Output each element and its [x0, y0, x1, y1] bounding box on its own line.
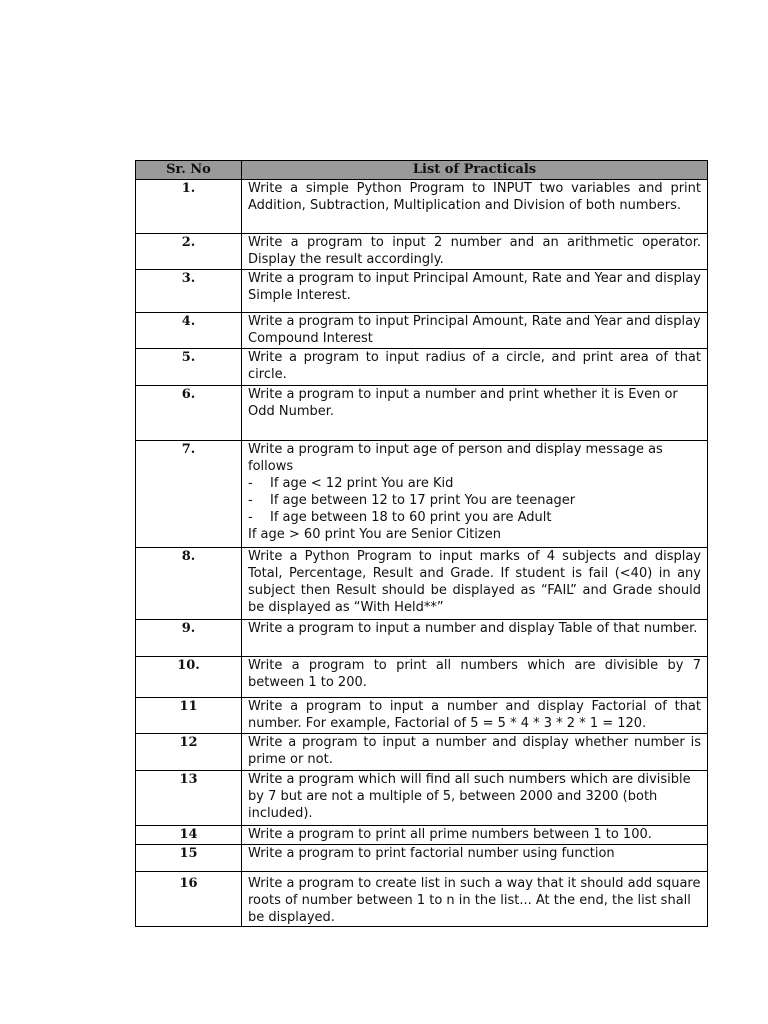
row-description: Write a program to print all numbers which are divisible by 7 between 1 to 200. — [242, 657, 708, 698]
table-row — [136, 386, 708, 441]
table-row — [136, 180, 708, 234]
table-row — [136, 826, 708, 845]
row-tail-text: If age > 60 print You are Senior Citizen — [248, 527, 501, 542]
row-description: Write a simple Python Program to INPUT two variables and print Addition, Subtraction, Multiplication and Division of both numbers. — [242, 180, 708, 234]
row-description: Write a program to input 2 number and an arithmetic operator. Display the result accordingly. — [242, 234, 708, 270]
row-description — [242, 441, 708, 548]
row-number: 4. — [136, 313, 242, 349]
table-row — [136, 349, 708, 386]
practicals-table — [135, 160, 708, 927]
row-description: Write a program to input a number and display whether number is prime or not. — [242, 734, 708, 771]
row-description: Write a Python Program to input marks of 4 subjects and display Total, Percentage, Result and Grade. If student is fail (<40) in any subject then Result should be displayed as “FAIL” and Grade should be displayed as “With Held**” — [242, 548, 708, 620]
table-row — [136, 698, 708, 734]
table-row — [136, 872, 708, 927]
table-row — [136, 620, 708, 657]
row-description: Write a program to input a number and print whether it is Even or Odd Number. — [242, 386, 708, 441]
table-row — [136, 234, 708, 270]
row-number: 3. — [136, 270, 242, 313]
row-description: Write a program to input Principal Amount, Rate and Year and display Simple Interest. — [242, 270, 708, 313]
row-number: 13 — [136, 771, 242, 826]
row-description: Write a program to input radius of a circle, and print area of that circle. — [242, 349, 708, 386]
row-description: Write a program to print factorial number using function — [242, 845, 708, 872]
row-number: 5. — [136, 349, 242, 386]
list-item: - If age < 12 print You are Kid — [248, 476, 454, 491]
row-number: 16 — [136, 872, 242, 927]
header-sr-no: Sr. No — [136, 161, 242, 180]
table-row — [136, 657, 708, 698]
table-row — [136, 441, 708, 548]
row-number: 11 — [136, 698, 242, 734]
row-number: 9. — [136, 620, 242, 657]
row-intro-text: Write a program to input age of person and display message as follows — [248, 442, 663, 474]
row-description: Write a program which will find all such numbers which are divisible by 7 but are not a multiple of 5, between 2000 and 3200 (both included). — [242, 771, 708, 826]
row-description: Write a program to input a number and display Factorial of that number. For example, Factorial of 5 = 5 * 4 * 3 * 2 * 1 = 120. — [242, 698, 708, 734]
list-item: - If age between 18 to 60 print you are Adult — [248, 510, 552, 525]
table-row — [136, 845, 708, 872]
header-list-of-practicals: List of Practicals — [242, 161, 708, 180]
row-number: 8. — [136, 548, 242, 620]
row-number: 1. — [136, 180, 242, 234]
row-number: 12 — [136, 734, 242, 771]
row-number: 15 — [136, 845, 242, 872]
list-item: - If age between 12 to 17 print You are teenager — [248, 493, 576, 508]
row-number: 6. — [136, 386, 242, 441]
table-row — [136, 734, 708, 771]
row-description: Write a program to create list in such a way that it should add square roots of number between 1 to n in the list... At the end, the list shall be displayed. — [242, 872, 708, 927]
table-row — [136, 270, 708, 313]
row-number: 7. — [136, 441, 242, 548]
table-row — [136, 771, 708, 826]
table-row — [136, 313, 708, 349]
row-number: 14 — [136, 826, 242, 845]
table-header-row — [136, 161, 708, 180]
row-number: 2. — [136, 234, 242, 270]
row-number: 10. — [136, 657, 242, 698]
row-description: Write a program to input Principal Amount, Rate and Year and display Compound Interest — [242, 313, 708, 349]
row-description: Write a program to input a number and display Table of that number. — [242, 620, 708, 657]
row-description: Write a program to print all prime numbers between 1 to 100. — [242, 826, 708, 845]
table-row — [136, 548, 708, 620]
